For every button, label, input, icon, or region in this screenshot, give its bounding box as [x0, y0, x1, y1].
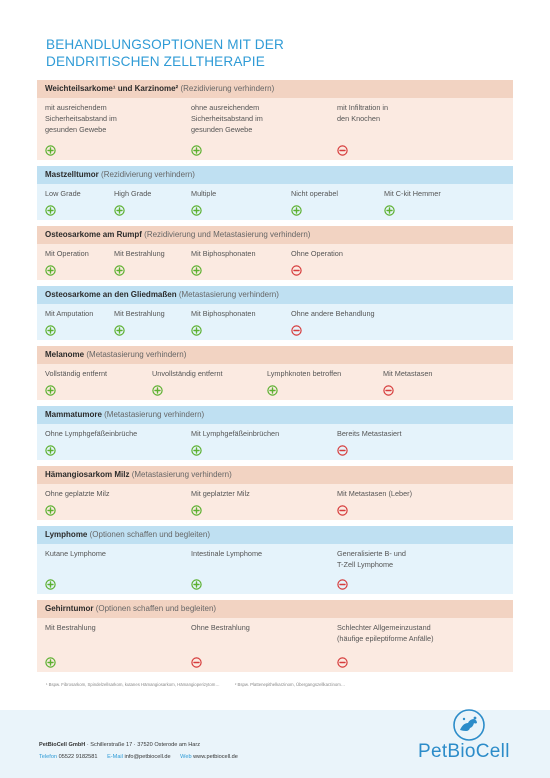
option-cell — [191, 188, 291, 216]
minus-circle-icon — [383, 385, 394, 396]
phone-label: Telefon — [39, 754, 58, 760]
page-title-line1: BEHANDLUNGSOPTIONEN MIT DER — [46, 37, 284, 52]
option-cell — [191, 248, 291, 276]
option-label: Mit Bestrahlung — [45, 623, 96, 632]
option-cell — [191, 548, 337, 590]
option-cell — [45, 368, 152, 396]
plus-circle-icon — [291, 205, 302, 216]
page-title — [46, 36, 506, 70]
section-options — [37, 244, 513, 280]
plus-circle-icon — [191, 205, 202, 216]
option-cell — [337, 622, 497, 668]
option-cell — [45, 248, 114, 276]
petbiocell-logo-text: PetBioCell — [418, 741, 510, 762]
section — [37, 226, 513, 280]
plus-circle-icon — [191, 265, 202, 276]
option-label: Schlechter Allgemeinzustand (häufige epileptiforme Anfälle) — [337, 623, 434, 643]
option-cell — [337, 428, 497, 456]
section-header — [37, 286, 513, 304]
section — [37, 406, 513, 460]
option-cell — [114, 308, 191, 336]
section — [37, 80, 513, 160]
section-header — [37, 466, 513, 484]
section-title: Gehirntumor — [45, 604, 94, 613]
section-options — [37, 484, 513, 520]
option-label: Generalisierte B- und T-Zell Lymphome — [337, 549, 406, 569]
email-address[interactable]: info@petbiocell.de — [124, 754, 171, 760]
section-title: Weichteilsarkome¹ und Karzinome² — [45, 84, 179, 93]
option-label: Vollständig entfernt — [45, 369, 108, 378]
section-options — [37, 364, 513, 400]
section-options — [37, 544, 513, 594]
option-label: mit ausreichendem Sicherheitsabstand im gesunden Gewebe — [45, 103, 117, 134]
option-label: Mit Biphosphonaten — [191, 309, 256, 318]
section-header — [37, 526, 513, 544]
option-label: Mit Lymphgefäßeinbrüchen — [191, 429, 280, 438]
plus-circle-icon — [191, 445, 202, 456]
section-note: (Metastasierung verhindern) — [178, 290, 279, 299]
section — [37, 600, 513, 672]
section-title: Lymphome — [45, 530, 88, 539]
minus-circle-icon — [191, 657, 202, 668]
option-cell — [267, 368, 383, 396]
minus-circle-icon — [291, 325, 302, 336]
option-cell — [337, 548, 497, 590]
plus-circle-icon — [45, 265, 56, 276]
option-label: Mit Bestrahlung — [114, 309, 165, 318]
plus-circle-icon — [152, 385, 163, 396]
option-cell — [45, 622, 191, 668]
section-title: Hämangiosarkom Milz — [45, 470, 130, 479]
option-cell — [45, 188, 114, 216]
option-label: Nicht operabel — [291, 189, 339, 198]
plus-circle-icon — [45, 445, 56, 456]
option-cell — [45, 102, 191, 156]
section-options — [37, 184, 513, 220]
section-title: Osteosarkome am Rumpf — [45, 230, 142, 239]
web-address[interactable]: www.petbiocell.de — [193, 754, 238, 760]
section-options — [37, 304, 513, 340]
option-cell — [191, 102, 337, 156]
plus-circle-icon — [45, 505, 56, 516]
section-note: (Rezidivierung verhindern) — [180, 84, 275, 93]
page-title-line2: DENDRITISCHEN ZELLTHERAPIE — [46, 54, 265, 69]
option-label: Intestinale Lymphome — [191, 549, 263, 558]
section — [37, 526, 513, 594]
section-header — [37, 406, 513, 424]
minus-circle-icon — [337, 579, 348, 590]
plus-circle-icon — [191, 505, 202, 516]
footnote-2: ² Bspw. Plattenepithelkarzinom, Übergangszellkarzinom… — [234, 682, 346, 687]
plus-circle-icon — [45, 579, 56, 590]
option-cell — [191, 428, 337, 456]
section-note: (Metastasierung verhindern) — [104, 410, 205, 419]
option-cell — [291, 248, 441, 276]
section-title: Mastzelltumor — [45, 170, 99, 179]
option-label: Ohne Lymphgefäßeinbrüche — [45, 429, 138, 438]
contact-line — [39, 754, 246, 760]
section — [37, 346, 513, 400]
plus-circle-icon — [191, 145, 202, 156]
option-cell — [45, 428, 191, 456]
plus-circle-icon — [191, 325, 202, 336]
option-label: Bereits Metastasiert — [337, 429, 402, 438]
section-header — [37, 346, 513, 364]
plus-circle-icon — [45, 145, 56, 156]
plus-circle-icon — [114, 265, 125, 276]
option-cell — [383, 368, 493, 396]
option-label: High Grade — [114, 189, 152, 198]
option-label: Ohne Operation — [291, 249, 343, 258]
section-header — [37, 80, 513, 98]
option-cell — [191, 308, 291, 336]
minus-circle-icon — [337, 505, 348, 516]
minus-circle-icon — [291, 265, 302, 276]
option-label: Low Grade — [45, 189, 81, 198]
section-note: (Optionen schaffen und begleiten) — [89, 530, 210, 539]
option-label: Ohne geplatzte Milz — [45, 489, 110, 498]
option-cell — [152, 368, 267, 396]
company-line — [39, 742, 200, 748]
option-cell — [191, 622, 337, 668]
option-cell — [337, 102, 497, 156]
minus-circle-icon — [337, 145, 348, 156]
option-label: Kutane Lymphome — [45, 549, 106, 558]
option-cell — [291, 308, 441, 336]
plus-circle-icon — [114, 205, 125, 216]
option-cell — [291, 188, 384, 216]
section-header — [37, 226, 513, 244]
plus-circle-icon — [384, 205, 395, 216]
section — [37, 166, 513, 220]
option-cell — [45, 488, 191, 516]
option-cell — [337, 488, 497, 516]
option-cell — [45, 548, 191, 590]
section-note: (Rezidivierung und Metastasierung verhindern) — [144, 230, 311, 239]
option-label: Mit Bestrahlung — [114, 249, 165, 258]
option-label: Lymphknoten betroffen — [267, 369, 342, 378]
option-label: Mit Biphosphonaten — [191, 249, 256, 258]
section-title: Melanome — [45, 350, 85, 359]
option-label: Unvollständig entfernt — [152, 369, 223, 378]
option-label: Ohne Bestrahlung — [191, 623, 250, 632]
email-label: E-Mail — [107, 754, 123, 760]
company-name: PetBioCell GmbH — [39, 742, 86, 748]
section-title: Mammatumore — [45, 410, 102, 419]
section-note: (Metastasierung verhindern) — [86, 350, 187, 359]
option-label: mit Infiltration in den Knochen — [337, 103, 389, 123]
plus-circle-icon — [267, 385, 278, 396]
plus-circle-icon — [45, 657, 56, 668]
option-label: Multiple — [191, 189, 217, 198]
plus-circle-icon — [45, 385, 56, 396]
section-options — [37, 424, 513, 460]
option-label: Ohne andere Behandlung — [291, 309, 375, 318]
section-header — [37, 600, 513, 618]
section-options — [37, 98, 513, 160]
section-title: Osteosarkome an den Gliedmaßen — [45, 290, 177, 299]
section — [37, 466, 513, 520]
minus-circle-icon — [337, 657, 348, 668]
footnote-1: ¹ Bspw. Fibrosarkom, Spindelzellsarkom, kutanes Hämangiosarkom, Hämangioperizytom… — [46, 682, 220, 687]
plus-circle-icon — [45, 325, 56, 336]
section-options — [37, 618, 513, 672]
section-header — [37, 166, 513, 184]
option-label: ohne ausreichendem Sicherheitsabstand im gesunden Gewebe — [191, 103, 263, 134]
option-label: Mit Metastasen — [383, 369, 433, 378]
option-label: Mit Amputation — [45, 309, 94, 318]
section-note: (Rezidivierung verhindern) — [101, 170, 195, 179]
option-label: Mit geplatzter Milz — [191, 489, 250, 498]
option-label: Mit Metastasen (Leber) — [337, 489, 413, 498]
plus-circle-icon — [114, 325, 125, 336]
option-cell — [114, 188, 191, 216]
option-cell — [384, 188, 504, 216]
plus-circle-icon — [45, 205, 56, 216]
web-label: Web — [180, 754, 192, 760]
option-cell — [114, 248, 191, 276]
footnotes — [46, 682, 486, 687]
option-label: Mit Operation — [45, 249, 89, 258]
section-note: (Metastasierung verhindern) — [131, 470, 232, 479]
option-cell — [191, 488, 337, 516]
plus-circle-icon — [191, 579, 202, 590]
company-address: · Schillerstraße 17 · 37520 Osterode am Harz — [85, 742, 201, 748]
phone-number[interactable]: 05522 9182581 — [58, 754, 98, 760]
option-cell — [45, 308, 114, 336]
treatment-table — [37, 80, 513, 678]
minus-circle-icon — [337, 445, 348, 456]
section-note: (Optionen schaffen und begleiten) — [95, 604, 217, 613]
option-label: Mit C-kit Hemmer — [384, 189, 441, 198]
section — [37, 286, 513, 340]
